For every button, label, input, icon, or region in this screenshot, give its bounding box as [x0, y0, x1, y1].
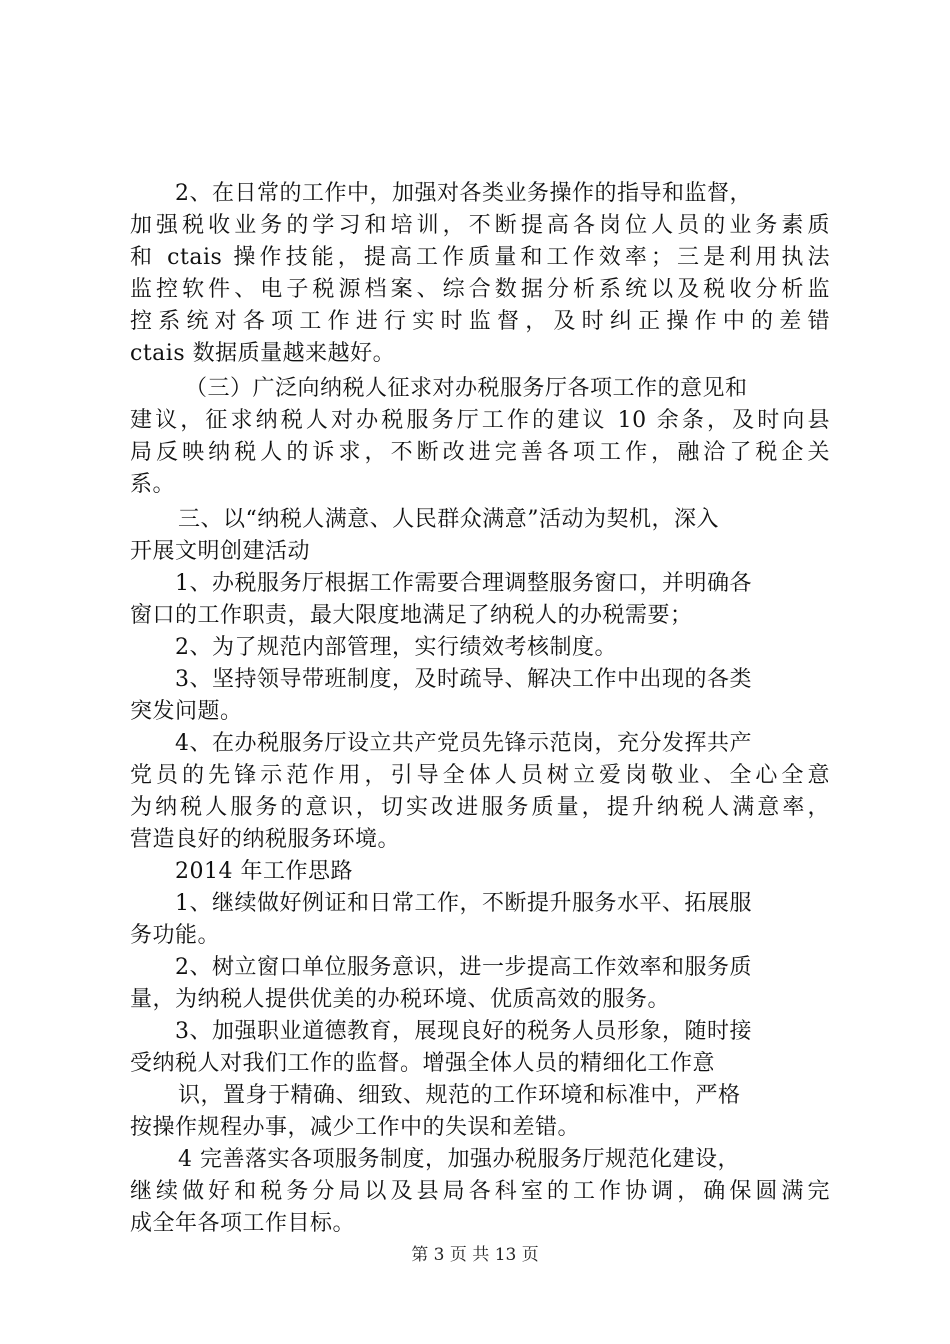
paragraph-line: 控系统对各项工作进行实时监督，及时纠正操作中的差错 [130, 309, 830, 334]
page-number: 第 3 页 共 13 页 [411, 1245, 539, 1265]
paragraph-line: 成全年各项工作目标。 [130, 1211, 356, 1236]
paragraph-line: 受纳税人对我们工作的监督。增强全体人员的精细化工作意 [130, 1051, 716, 1076]
paragraph-line: 系。 [130, 472, 176, 497]
paragraph-line: 局反映纳税人的诉求，不断改进完善各项工作，融洽了税企关 [130, 440, 830, 465]
document-body [130, 178, 830, 1240]
section-heading: 2014 年工作思路 [175, 859, 353, 884]
paragraph-line: 3、加强职业道德教育，展现良好的税务人员形象，随时接 [175, 1019, 752, 1044]
paragraph-line: 窗口的工作职责，最大限度地满足了纳税人的办税需要； [130, 603, 693, 628]
paragraph-line: 3、坚持领导带班制度，及时疏导、解决工作中出现的各类 [175, 667, 752, 692]
paragraph-line: 党员的先锋示范作用，引导全体人员树立爱岗敬业、全心全意 [130, 763, 830, 788]
paragraph-line: 4 完善落实各项服务制度，加强办税服务厅规范化建设， [178, 1147, 740, 1172]
paragraph-line: 2、为了规范内部管理，实行绩效考核制度。 [175, 635, 617, 660]
paragraph-line: 量，为纳税人提供优美的办税环境、优质高效的服务。 [130, 987, 671, 1012]
paragraph-line: ctais 数据质量越来越好。 [130, 341, 396, 366]
paragraph-line: 营造良好的纳税服务环境。 [130, 827, 401, 852]
paragraph-line: 按操作规程办事，减少工作中的失误和差错。 [130, 1115, 581, 1140]
section-heading: （三）广泛向纳税人征求对办税服务厅各项工作的意见和 [185, 376, 748, 401]
paragraph-line: 务功能。 [130, 923, 221, 948]
paragraph-line: 监控软件、电子税源档案、综合数据分析系统以及税收分析监 [130, 277, 830, 302]
paragraph-line: 和 ctais 操作技能，提高工作质量和工作效率；三是利用执法 [130, 245, 830, 270]
paragraph-line: 2、在日常的工作中，加强对各类业务操作的指导和监督， [175, 181, 752, 206]
section-heading: 开展文明创建活动 [130, 539, 311, 564]
paragraph-line: 识，置身于精确、细致、规范的工作环境和标准中，严格 [178, 1083, 741, 1108]
paragraph-line: 建议，征求纳税人对办税服务厅工作的建议 10 余条，及时向县 [130, 408, 830, 433]
paragraph-line: 1、继续做好例证和日常工作，不断提升服务水平、拓展服 [175, 891, 752, 916]
paragraph-line: 突发问题。 [130, 699, 243, 724]
section-heading: 三、以“纳税人满意、人民群众满意”活动为契机，深入 [178, 507, 719, 532]
paragraph-line: 2、树立窗口单位服务意识，进一步提高工作效率和服务质 [175, 955, 752, 980]
paragraph-line: 加强税收业务的学习和培训，不断提高各岗位人员的业务素质 [130, 213, 830, 238]
paragraph-line: 4、在办税服务厅设立共产党员先锋示范岗，充分发挥共产 [175, 731, 752, 756]
paragraph-line: 为纳税人服务的意识，切实改进服务质量，提升纳税人满意率， [130, 795, 830, 820]
paragraph-line: 1、办税服务厅根据工作需要合理调整服务窗口，并明确各 [175, 571, 752, 596]
paragraph-line: 继续做好和税务分局以及县局各科室的工作协调，确保圆满完 [130, 1179, 830, 1204]
